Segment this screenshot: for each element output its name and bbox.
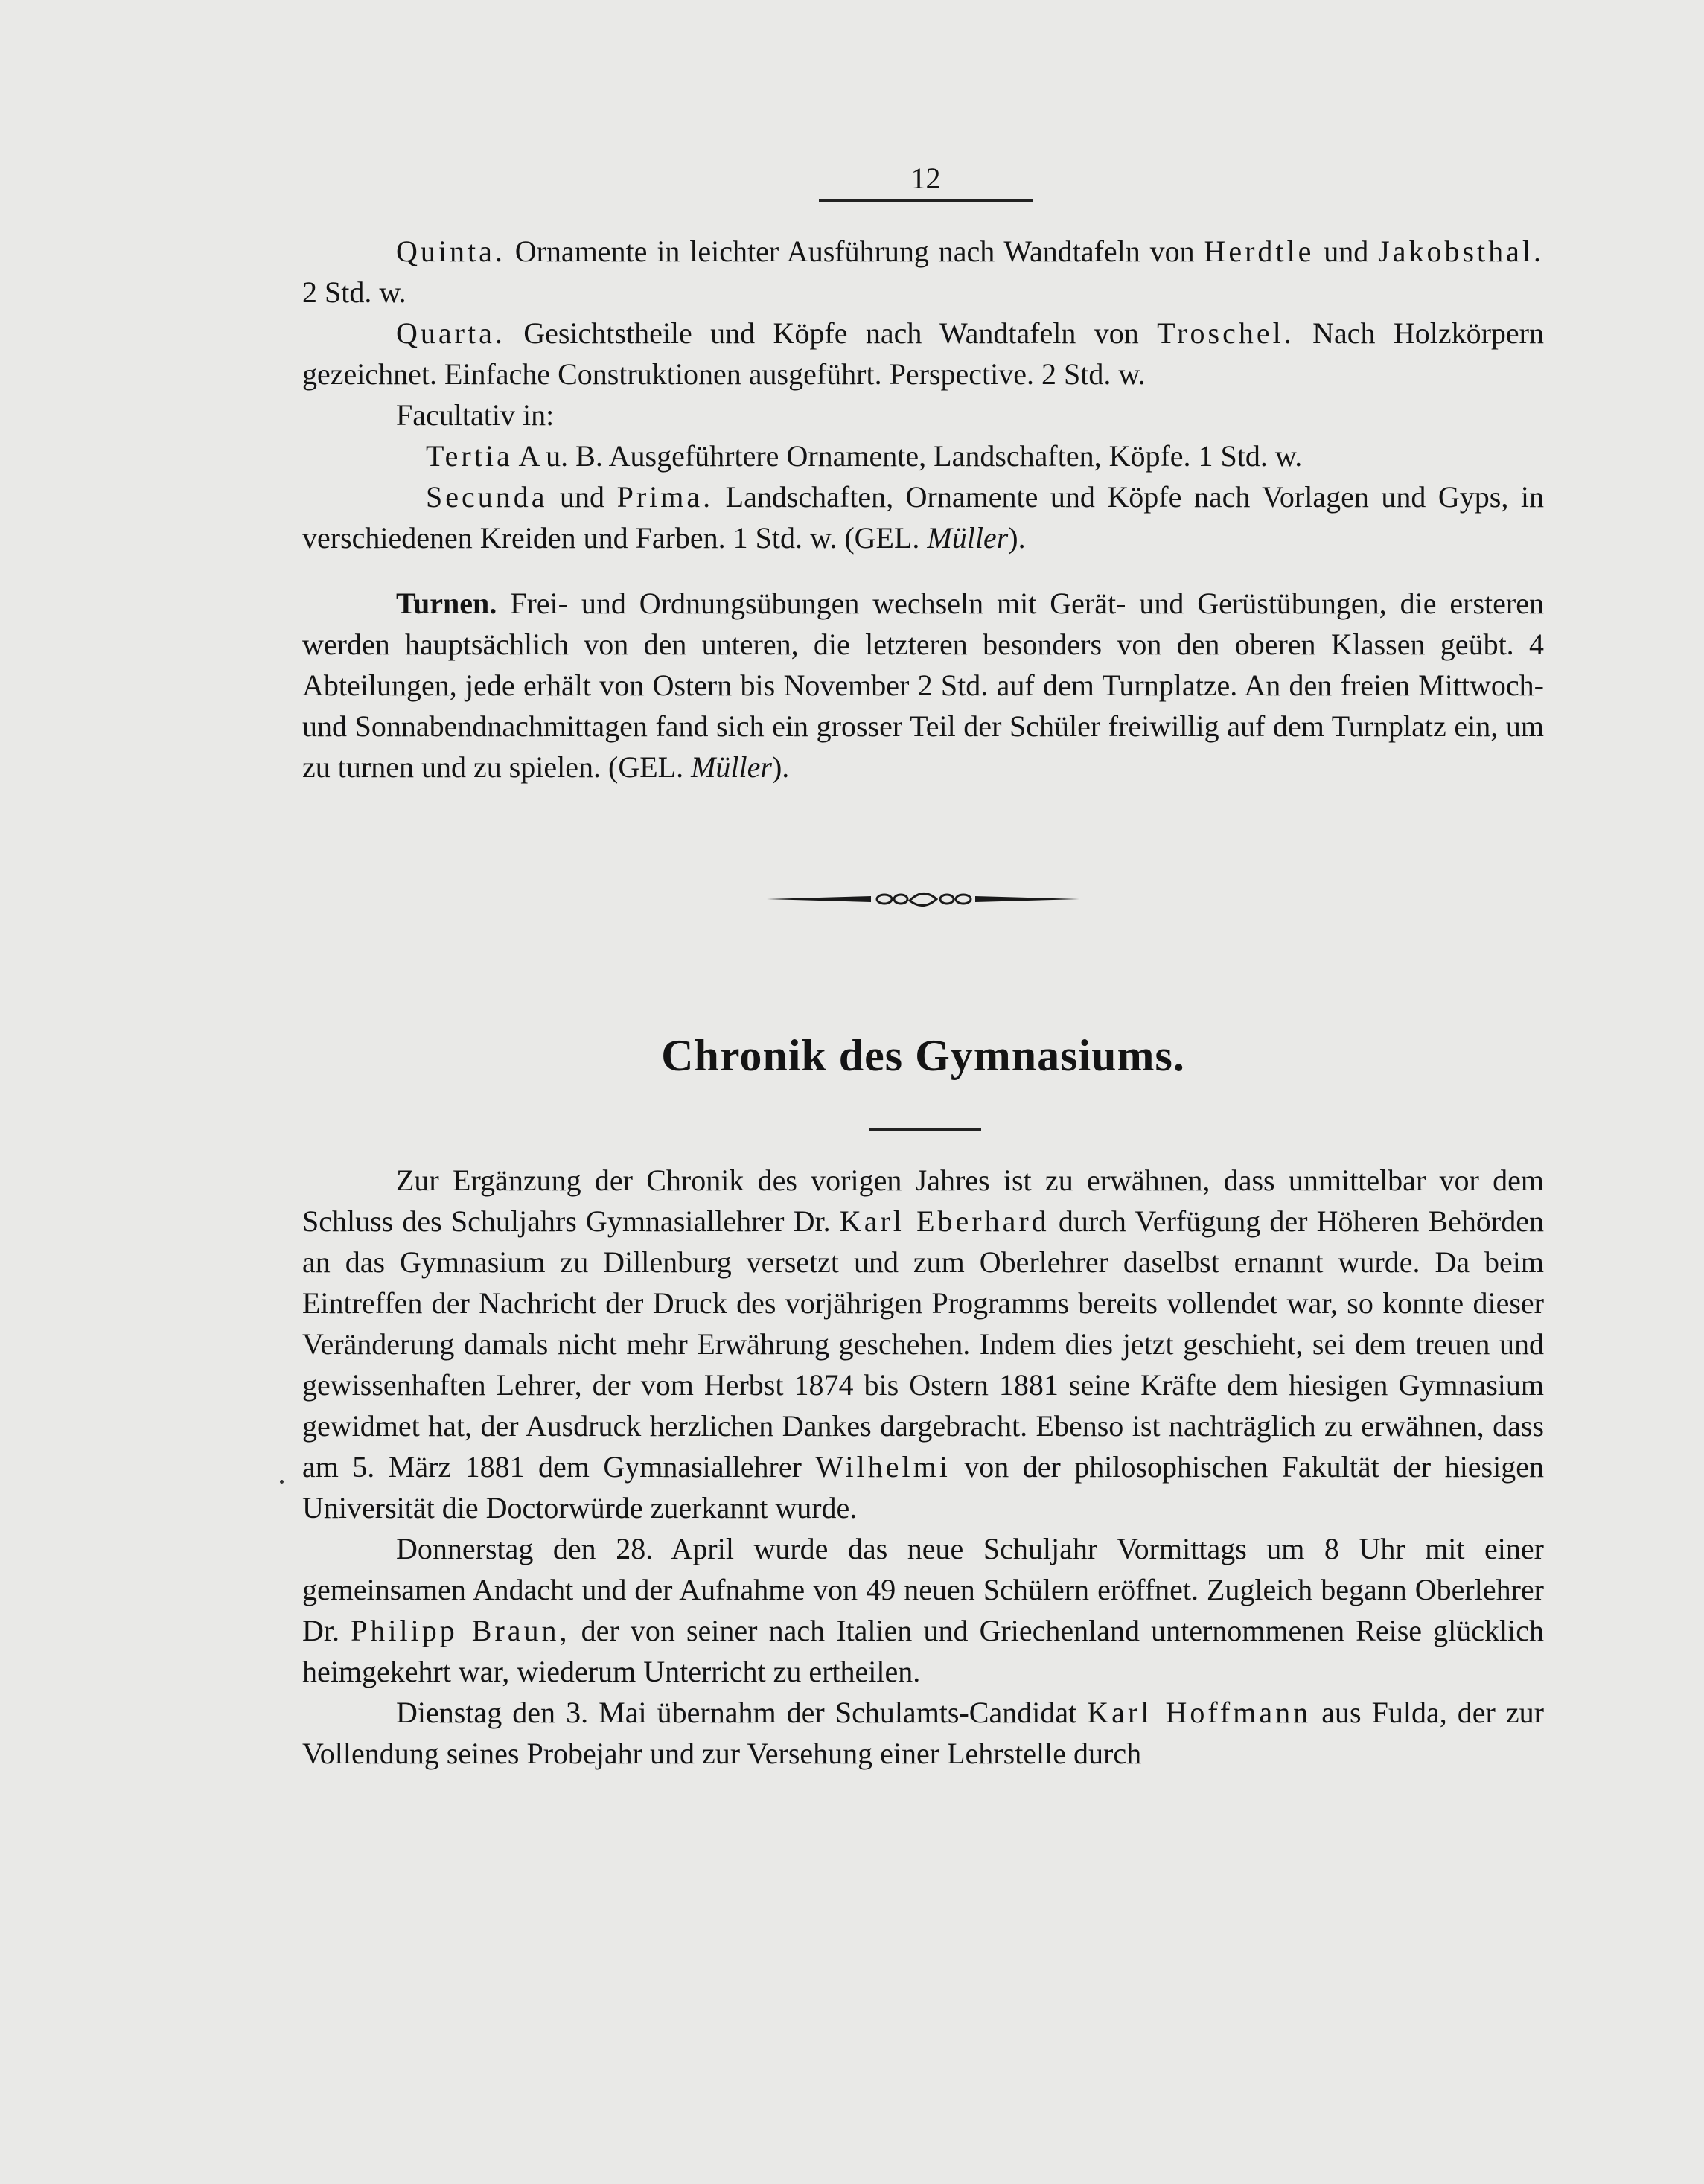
text-run: Ornamente in leichter Ausführung nach Wandtafeln von bbox=[505, 234, 1204, 268]
text-run: Karl Eberhard bbox=[839, 1204, 1050, 1238]
text-run: 2 Std. w. bbox=[302, 275, 406, 309]
page-number-rule bbox=[819, 199, 1033, 202]
text-run: Troschel. bbox=[1157, 316, 1295, 350]
text-run: Facultativ in: bbox=[396, 398, 555, 432]
text-run: Philipp Braun, bbox=[351, 1614, 570, 1647]
turnen-paragraph bbox=[302, 583, 1544, 788]
ornament-loop bbox=[940, 895, 954, 904]
chronicle-title-rule bbox=[869, 1128, 981, 1131]
text-run: Secunda bbox=[426, 480, 548, 514]
chronicle-paragraph bbox=[302, 1692, 1544, 1774]
text-run: Karl Hoffmann bbox=[1087, 1696, 1312, 1729]
drawing-secunda-prima-paragraph bbox=[302, 476, 1544, 558]
text-run: Frei- und Ordnungsübungen wechseln mit Gerät- und Gerüstübungen, die ersteren werden hauptsächlich von den unteren, die letzteren besonders von den oberen Klassen geübt. 4 Abteilungen, jede erhält von Ostern bis November 2 Std. auf dem Turnplatze. An den freien Mittwoch- und Sonnabendnachmittagen fand sich ein grosser Teil der Schüler freiwillig auf dem Turnplatz ein, um zu turnen und zu spielen. (GEL. bbox=[302, 587, 1544, 784]
chronicle-paragraph bbox=[302, 1160, 1544, 1528]
text-run: A u. B. Ausgeführtere Ornamente, Landschaften, Köpfe. 1 Std. w. bbox=[512, 439, 1303, 473]
text-run: Müller bbox=[691, 750, 772, 784]
text-run: Landschaften, Ornamente und Köpfe nach Vorlagen und Gyps, in verschiedenen Kreiden und Farben. 1 Std. w. (GEL. bbox=[302, 480, 1544, 555]
text-run: und bbox=[1314, 234, 1379, 268]
ornament-loop bbox=[877, 895, 892, 904]
ornament-right-taper bbox=[975, 896, 1079, 902]
turnen-section bbox=[302, 583, 1544, 788]
text-run: Herdtle bbox=[1204, 234, 1315, 268]
text-run: Donnerstag den 28. April wurde das neue Schuljahr Vormittags um 8 Uhr mit einer gemeinsamen Andacht und der Aufnahme von 49 neuen Schülern eröffnet. Zugleich begann Oberlehrer Dr. bbox=[302, 1532, 1544, 1647]
text-run: Dienstag den 3. Mai übernahm der Schulamts-Candidat bbox=[396, 1696, 1088, 1729]
text-run: Nach Holzkörpern gezeichnet. Einfache Construktionen ausgeführt. Perspective. 2 Std. w. bbox=[302, 316, 1544, 391]
text-run: von der philosophischen Fakultät der hiesigen Universität die Doctorwürde zuerkannt wurde. bbox=[302, 1450, 1544, 1524]
text-run: der von seiner nach Italien und Griechenland unternommenen Reise glücklich heimgekehrt war, wiederum Unterricht zu ertheilen. bbox=[302, 1614, 1544, 1688]
drawing-tertia-paragraph bbox=[302, 435, 1544, 476]
chronicle-body bbox=[302, 1160, 1544, 1774]
text-run: Quinta. bbox=[396, 234, 505, 268]
text-run: Wilhelmi bbox=[815, 1450, 951, 1484]
text-run: ). bbox=[1008, 521, 1026, 555]
text-run: Turnen. bbox=[396, 587, 497, 620]
page-number: 12 bbox=[910, 162, 941, 195]
text-run: Prima. bbox=[616, 480, 714, 514]
ornament-loop bbox=[894, 895, 907, 904]
drawing-quarta-paragraph bbox=[302, 313, 1544, 395]
ornament-center-scroll bbox=[910, 893, 936, 905]
text-run: ). bbox=[771, 750, 790, 784]
drawing-facultativ-line bbox=[302, 395, 1544, 435]
drawing-section bbox=[302, 231, 1544, 558]
text-run: Jakobsthal. bbox=[1378, 234, 1545, 268]
text-run: Quarta. bbox=[396, 316, 505, 350]
ornament-loop bbox=[956, 895, 971, 904]
chronicle-title: Chronik des Gymnasiums. bbox=[661, 1031, 1185, 1080]
text-run: Gesichtstheile und Köpfe nach Wandtafeln von bbox=[505, 316, 1158, 350]
scan-speck bbox=[280, 1480, 284, 1484]
text-run: und bbox=[547, 480, 617, 514]
ornament-left-taper bbox=[767, 896, 871, 902]
chronicle-paragraph bbox=[302, 1528, 1544, 1692]
text-run: Müller bbox=[927, 521, 1009, 555]
text-run: Zur Ergänzung der Chronik des vorigen Jahres ist zu erwähnen, dass unmittelbar vor dem Schluss des Schuljahrs Gymnasiallehrer Dr. bbox=[302, 1163, 1544, 1238]
drawing-quinta-paragraph bbox=[302, 231, 1544, 313]
text-run: aus Fulda, der zur Vollendung seines Probejahr und zur Versehung einer Lehrstelle durch bbox=[302, 1696, 1544, 1770]
text-run: Tertia bbox=[426, 439, 513, 473]
text-run: durch Verfügung der Höheren Behörden an das Gymnasium zu Dillenburg versetzt und zum Oberlehrer daselbst ernannt wurde. Da beim Eintreffen der Nachricht der Druck des vorjährigen Programms bereits vollendet war, so konnte dieser Veränderung damals nicht mehr Erwährung geschehen. Indem dies jetzt geschieht, sei dem treuen und gewissenhaften Lehrer, der vom Herbst 1874 bis Ostern 1881 seine Kräfte dem hiesigen Gymnasium gewidmet hat, der Ausdruck herzlichen Dankes dargebracht. Ebenso ist nachträglich zu erwähnen, dass am 5. März 1881 dem Gymnasiallehrer bbox=[302, 1204, 1545, 1484]
ornament-divider bbox=[767, 884, 1079, 914]
